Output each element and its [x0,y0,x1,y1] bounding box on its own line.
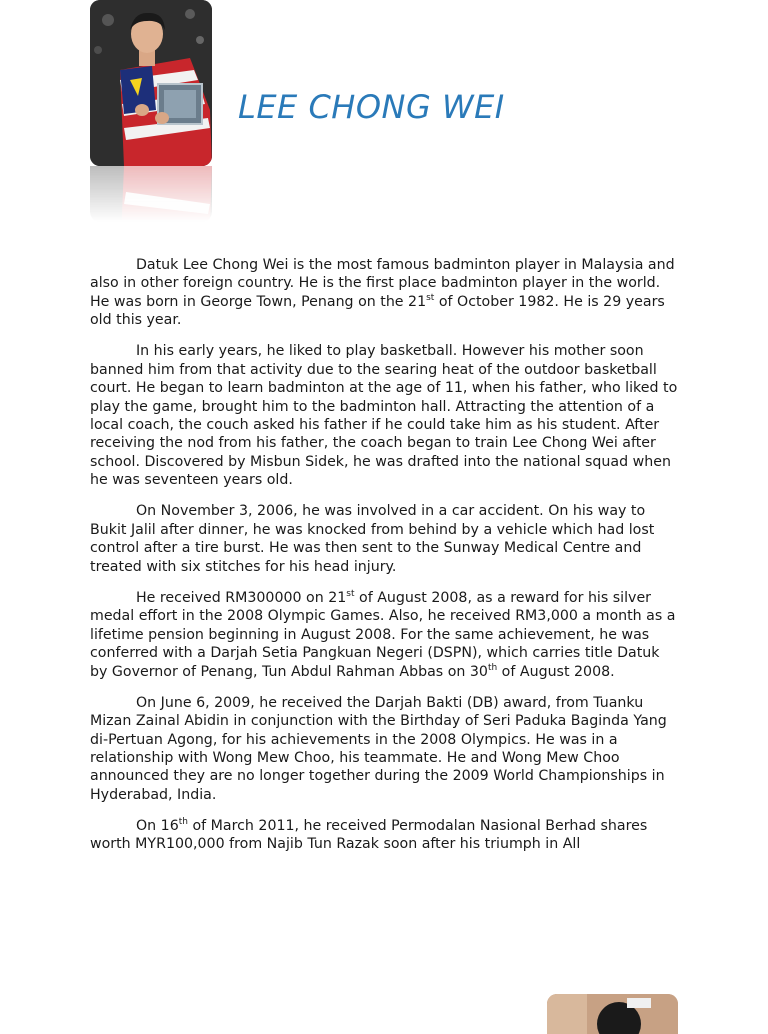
portrait-reflection [90,166,212,222]
second-photo-illustration [547,994,678,1034]
paragraph-3: On November 3, 2006, he was involved in a car accident. On his way to Bukit Jalil after dinner, he was knocked from behind by a vehicle which had lost control after a tire burst. He was then sent to the Sunway Medical Centre and treated with six stitches for his head injury. [90,503,655,575]
paragraph-4: He received RM300000 on 21st of August 2008, as a reward for his silver medal effort in the 2008 Olympic Games. Also, he received RM3,000 a month as a lifetime pension beginning in August 2008. For the same achievement, he was conferred with a Darjah Setia Pangkuan Negeri (DSPN), which carries title Datuk by Governor of Penang, Tun Abdul Rahman Abbas on 30th of August 2008. [90,588,676,680]
paragraph-6: On 16th of March 2011, he received Permodalan Nasional Berhad shares worth MYR100,000 from Najib Tun Razak soon after his triumph in All [90,816,648,853]
paragraph-1: Datuk Lee Chong Wei is the most famous badminton player in Malaysia and also in other foreign country. He is the first place badminton player in the world. He was born in George Town, Penang on the 21st of October 1982. He is 29 years old this year. [90,257,675,329]
paragraph-2: In his early years, he liked to play basketball. However his mother soon banned him from that activity due to the searing heat of the outdoor basketball court. He began to learn badminton at the age of 11, when his father, who liked to play the game, brought him to the badminton hall. Attracting the attention of a local coach, the couch asked his father if he could take him as his student. After receiving the nod from his father, the coach began to train Lee Chong Wei after school. Discovered by Misbun Sidek, he was drafted into the national squad when he was seventeen years old. [90,343,678,489]
document-title: LEE CHONG WEI [238,88,505,126]
document-body [90,256,680,867]
paragraph-5: On June 6, 2009, he received the Darjah Bakti (DB) award, from Tuanku Mizan Zainal Abidin in conjunction with the Birthday of Seri Paduka Baginda Yang di-Pertuan Agong, for his achievements in the 2008 Olympics. He was in a relationship with Wong Mew Choo, his teammate. He and Wong Mew Choo announced they are no longer together during the 2009 World Championships in Hyderabad, India. [90,694,667,803]
portrait-photo [90,0,212,166]
portrait-illustration [90,0,212,166]
second-photo [547,994,678,1034]
